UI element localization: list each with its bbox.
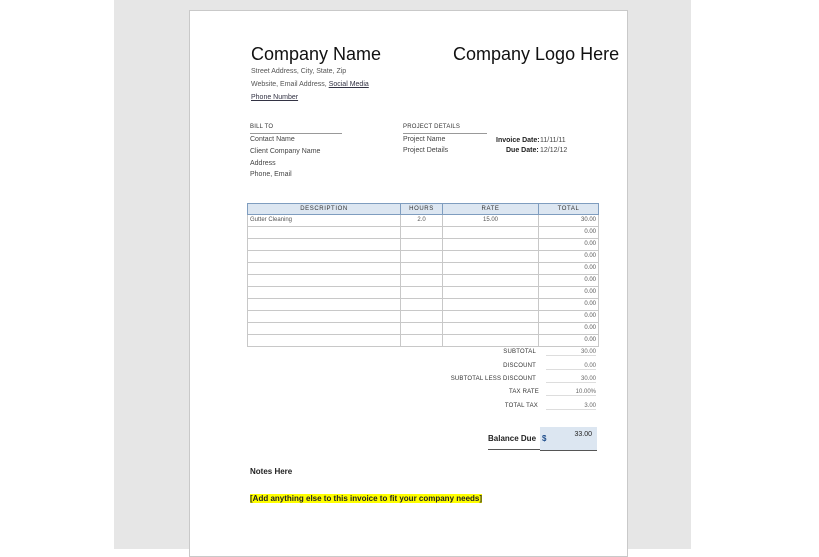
balance-due-underline [488,449,540,450]
item-total: 0.00 [539,251,599,263]
invoice-date-value: 11/11/11 [540,137,566,144]
table-row [248,263,599,275]
bill-to-phone-email: Phone, Email [250,171,292,178]
item-hours[interactable] [401,251,443,263]
column-header-rate: RATE [443,204,539,215]
item-description[interactable] [248,275,401,287]
item-hours[interactable] [401,323,443,335]
item-rate[interactable] [443,239,539,251]
item-rate[interactable] [443,287,539,299]
due-date-label: Due Date: [506,147,539,154]
project-details-divider [403,133,487,134]
item-total: 0.00 [539,275,599,287]
item-rate[interactable]: 15.00 [443,215,539,227]
table-row [248,323,599,335]
item-description[interactable] [248,287,401,299]
notes-heading: Notes Here [250,467,293,476]
item-hours[interactable]: 2.0 [401,215,443,227]
table-row [248,215,599,227]
table-header-row [248,204,599,215]
project-details-text: Project Details [403,147,449,154]
table-row [248,227,599,239]
item-total: 0.00 [539,227,599,239]
company-name: Company Name [251,44,382,64]
bill-to-contact: Contact Name [250,136,295,143]
item-hours[interactable] [401,299,443,311]
item-description[interactable] [248,227,401,239]
company-address: Street Address, City, State, Zip [251,68,347,75]
item-rate[interactable] [443,275,539,287]
item-description[interactable] [248,335,401,347]
item-description[interactable] [248,323,401,335]
item-rate[interactable] [443,323,539,335]
bill-to-address: Address [250,160,276,167]
item-hours[interactable] [401,287,443,299]
currency-symbol: $ [542,434,547,443]
item-total: 0.00 [539,323,599,335]
table-row [248,335,599,347]
item-hours[interactable] [401,239,443,251]
item-description[interactable] [248,311,401,323]
item-rate[interactable] [443,251,539,263]
discount-label: DISCOUNT [503,363,536,369]
discount-value[interactable]: 0.00 [546,363,596,370]
tax-rate-value[interactable]: 10.00% [546,389,596,396]
item-rate[interactable] [443,227,539,239]
item-description[interactable] [248,299,401,311]
total-tax-label: TOTAL TAX [504,403,538,409]
item-total: 0.00 [539,299,599,311]
table-row [248,311,599,323]
company-logo-placeholder: Company Logo Here [453,44,620,64]
item-hours[interactable] [401,335,443,347]
social-media-link[interactable]: Social Media [328,81,369,88]
subtotal-label: SUBTOTAL [503,349,536,355]
item-rate[interactable] [443,335,539,347]
item-description[interactable]: Gutter Cleaning [248,215,401,227]
item-description[interactable] [248,239,401,251]
line-items-table [247,203,599,347]
table-row [248,239,599,251]
project-details-heading: PROJECT DETAILS [403,124,461,130]
bill-to-company: Client Company Name [250,148,321,155]
item-total: 30.00 [539,215,599,227]
item-description[interactable] [248,263,401,275]
due-date-value: 12/12/12 [540,147,568,154]
notes-highlighted-message: [Add anything else to this invoice to fit your company needs] [250,494,483,503]
item-total: 0.00 [539,335,599,347]
company-contact-line [251,81,369,88]
subtotal-less-discount-value: 30.00 [546,376,596,383]
tax-rate-label: TAX RATE [508,389,539,395]
subtotal-value: 30.00 [546,349,596,356]
subtotal-less-discount-label: SUBTOTAL LESS DISCOUNT [450,376,536,382]
item-hours[interactable] [401,275,443,287]
column-header-hours: HOURS [401,204,443,215]
item-hours[interactable] [401,311,443,323]
item-description[interactable] [248,251,401,263]
column-header-total: TOTAL [539,204,599,215]
item-rate[interactable] [443,263,539,275]
project-name: Project Name [403,136,446,143]
item-total: 0.00 [539,287,599,299]
item-total: 0.00 [539,263,599,275]
item-hours[interactable] [401,227,443,239]
balance-due-label: Balance Due [488,434,537,443]
item-rate[interactable] [443,299,539,311]
table-row [248,287,599,299]
column-header-description: DESCRIPTION [248,204,401,215]
item-total: 0.00 [539,239,599,251]
bill-to-heading: BILL TO [250,124,274,130]
table-row [248,275,599,287]
total-tax-value: 3.00 [546,403,596,410]
balance-due-value: 33.00 [574,431,592,438]
invoice-date-label: Invoice Date: [496,137,540,144]
item-hours[interactable] [401,263,443,275]
invoice-page [189,10,628,557]
phone-number-link[interactable]: Phone Number [251,94,299,101]
item-total: 0.00 [539,311,599,323]
bill-to-divider [250,133,342,134]
contact-prefix: Website, Email Address, [251,81,329,88]
table-row [248,251,599,263]
item-rate[interactable] [443,311,539,323]
table-row [248,299,599,311]
